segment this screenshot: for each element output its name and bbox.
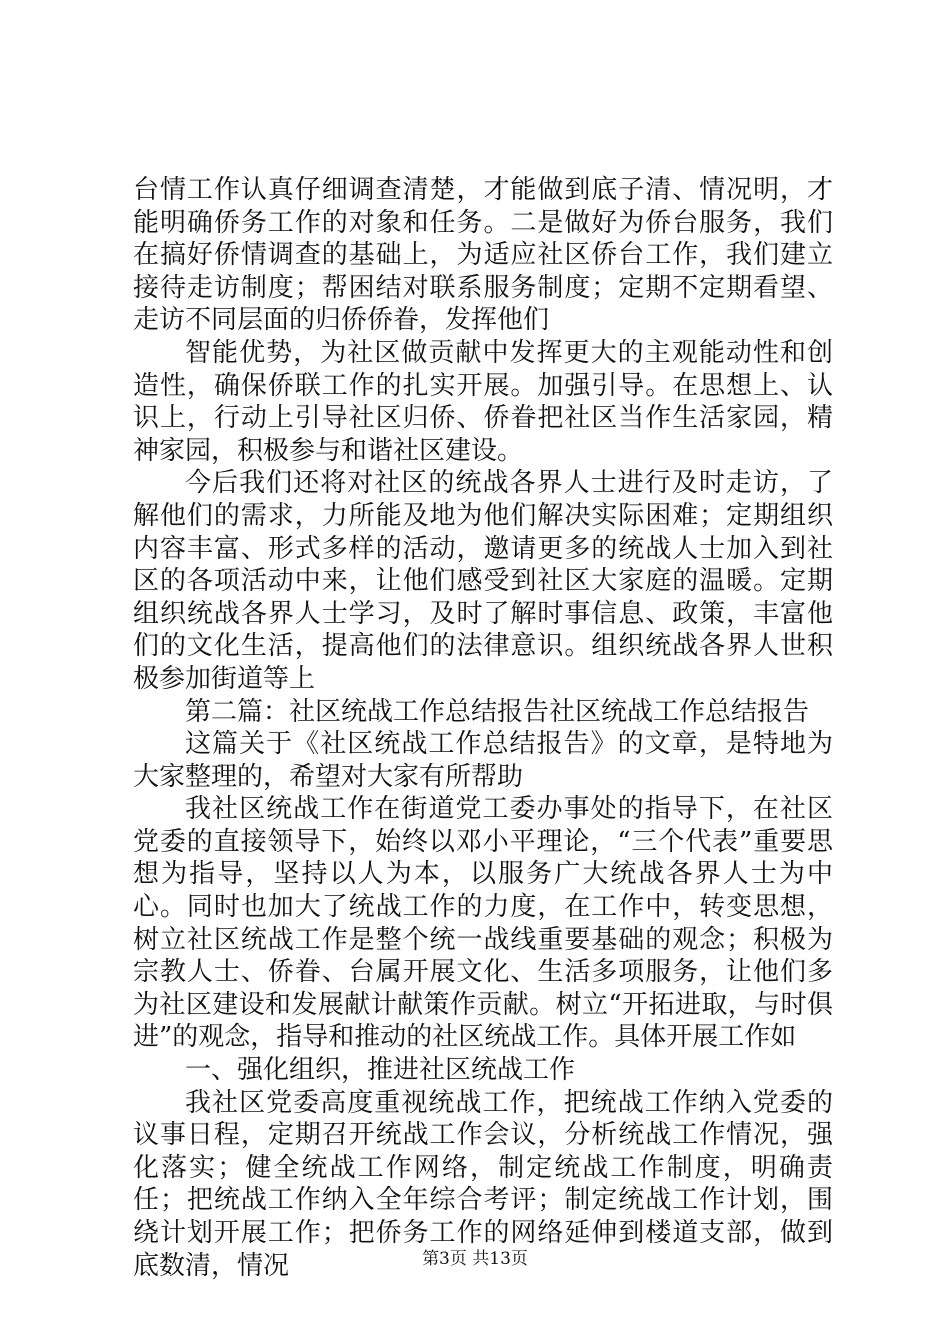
section-heading: 第二篇：社区统战工作总结报告社区统战工作总结报告: [185, 696, 810, 727]
paragraph-continuation: 台情工作认真仔细调查清楚，才能做到底子清、情况明，才能明确侨务工作的对象和任务。二是做好为侨台服务，我们在搞好侨情调查的基础上，为适应社区侨台工作，我们建立接待走访制度；帮困结对联系服务制度；定期不定期看望、走访不同层面的归侨侨眷，发挥他们: [133, 175, 833, 336]
page-number-footer: 第3页 共13页: [422, 1249, 528, 1269]
paragraph: 这篇关于《社区统战工作总结报告》的文章，是特地为大家整理的，希望对大家有所帮助: [133, 729, 833, 792]
paragraph: 智能优势，为社区做贡献中发挥更大的主观能动性和创造性，确保侨联工作的扎实开展。加强引导。在思想上、认识上，行动上引导社区归侨、侨眷把社区当作生活家园，精神家园，积极参与和谐社区建设。: [133, 337, 833, 466]
paragraph: 我社区党委高度重视统战工作，把统战工作纳入党委的议事日程，定期召开统战工作会议，分析统战工作情况，强化落实；健全统战工作网络，制定统战工作制度，明确责任；把统战工作纳入全年综合考评；制定统战工作计划，围绕计划开展工作；把侨务工作的网络延伸到楼道支部，做到底数清，情况: [133, 1087, 833, 1281]
paragraph: 我社区统战工作在街道党工委办事处的指导下，在社区党委的直接领导下，始终以邓小平理论，“三个代表”重要思想为指导，坚持以人为本，以服务广大统战各界人士为中心。同时也加大了统战工作的力度，在工作中，转变思想，树立社区统战工作是整个统一战线重要基础的观念；积极为宗教人士、侨眷、台属开展文化、生活多项服务，让他们多为社区建设和发展献计献策作贡献。树立“开拓进取，与时俱进”的观念，指导和推动的社区统战工作。具体开展工作如: [133, 794, 833, 1053]
paragraph: 今后我们还将对社区的统战各界人士进行及时走访，了解他们的需求，力所能及地为他们解决实际困难；定期组织内容丰富、形式多样的活动，邀请更多的统战人士加入到社区的各项活动中来，让他们感受到社区大家庭的温暖。定期组织统战各界人士学习，及时了解时事信息、政策，丰富他们的文化生活，提高他们的法律意识。组织统战各界人世积极参加街道等上: [133, 468, 833, 694]
document-body: [133, 174, 833, 1282]
subsection-heading: 一、强化组织，推进社区统战工作: [185, 1055, 576, 1086]
